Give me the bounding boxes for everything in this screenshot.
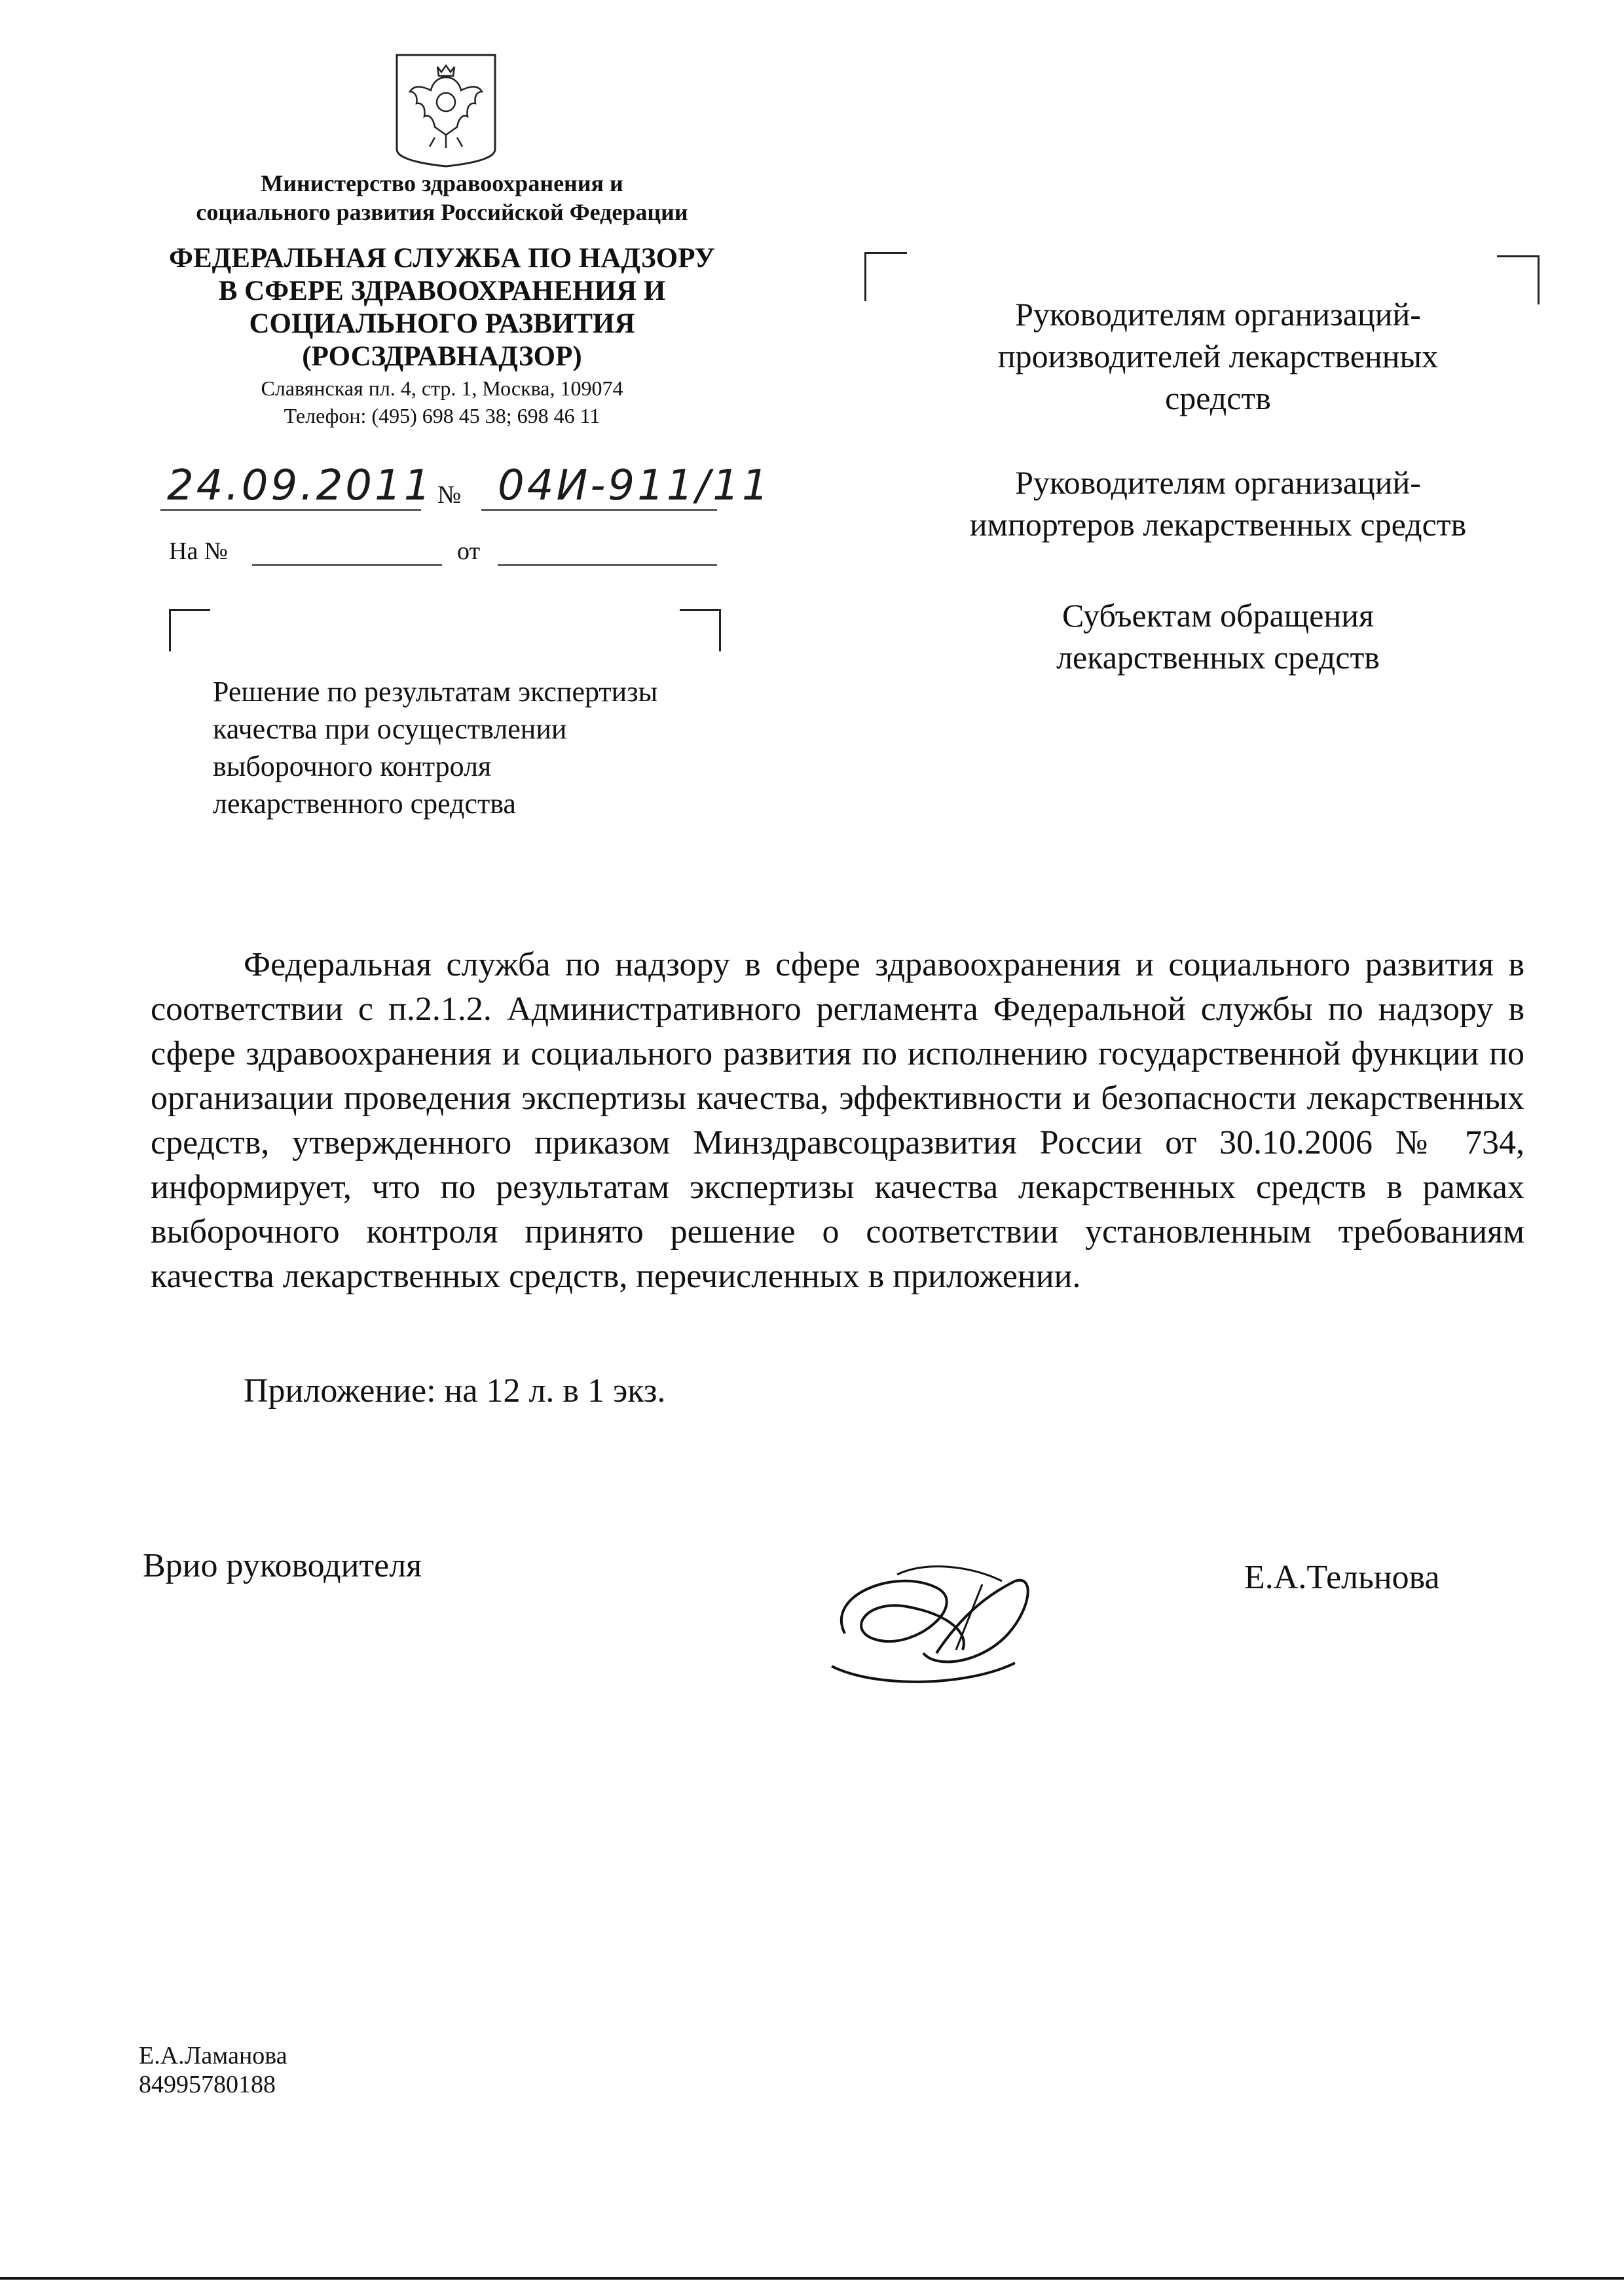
subject-bracket-right (680, 609, 721, 651)
recipient-line: производителей лекарственных (997, 338, 1439, 374)
recipient-group-manufacturers (904, 293, 1532, 419)
recipient-line: средств (1165, 380, 1271, 416)
service-line: В СФЕРЕ ЗДРАВООХРАНЕНИЯ И (218, 276, 666, 306)
subject-line: качества при осуществлении (213, 713, 567, 745)
ministry-line: Министерство здравоохранения и (261, 170, 623, 196)
recipient-group-importers (904, 462, 1532, 545)
letter-body (151, 943, 1524, 1299)
number-sign: № (437, 481, 462, 509)
letter-subject (213, 673, 750, 822)
phone: Телефон: (495) 698 45 38; 698 46 11 (284, 404, 600, 428)
attachment-note: Приложение: на 12 л. в 1 экз. (244, 1372, 666, 1410)
subject-bracket-left (169, 609, 210, 651)
service-line: (РОСЗДРАВНАДЗОР) (302, 341, 582, 372)
service-line: СОЦИАЛЬНОГО РАЗВИТИЯ (249, 308, 635, 339)
reference-label: На № (169, 538, 229, 565)
recipient-line: Руководителям организаций- (1015, 296, 1421, 333)
handwritten-signature (819, 1535, 1041, 1692)
date-underline (160, 509, 421, 511)
executor-name: Е.А.Ламанова (139, 2042, 287, 2069)
recipient-line: Субъектам обращения (1062, 597, 1374, 634)
executor-info (139, 2041, 287, 2099)
page-bottom-edge (0, 2277, 1624, 2280)
service-contacts (151, 374, 733, 429)
recipient-line: импортеров лекарственных средств (969, 506, 1467, 543)
subject-line: Решение по результатам экспертизы (213, 676, 658, 708)
number-underline (481, 509, 717, 511)
body-paragraph: Федеральная служба по надзору в сфере здравоохранения и социального развития в соответствии с п.2.1.2. Административного регламента Федеральной службы по надзору в сфере здравоохранения и социального развития по исполнению государственной функции по организации проведения экспертизы качества, эффективности и безопасности лекарственных средств, утвержденного приказом Минздравсоцразвития России от 30.10.2006 № 734, информирует, что по результатам экспертизы качества лекарственных средств в рамках выборочного контроля принято решение о соответствии установленным требованиям качества лекарственных средств, перечисленных в приложении. (151, 946, 1524, 1295)
recipient-line: Руководителям организаций- (1015, 464, 1421, 501)
registration-date: 24.09.2011 (167, 462, 434, 510)
coat-of-arms-icon (392, 51, 500, 169)
recipient-bracket-left (864, 252, 907, 301)
address: Славянская пл. 4, стр. 1, Москва, 109074 (261, 376, 623, 400)
recipient-group-subjects (904, 594, 1532, 678)
signatory-position: Врио руководителя (143, 1547, 422, 1584)
ministry-name (151, 169, 733, 227)
recipient-line: лекарственных средств (1056, 639, 1380, 676)
from-field (498, 564, 717, 566)
reference-field (252, 564, 442, 566)
signatory-name: Е.А.Тельнова (1244, 1559, 1440, 1596)
service-line: ФЕДЕРАЛЬНАЯ СЛУЖБА ПО НАДЗОРУ (169, 243, 715, 274)
ministry-line: социального развития Российской Федерации (196, 199, 688, 225)
subject-line: выборочного контроля (213, 750, 492, 782)
registration-number: 04И-911/11 (498, 462, 771, 510)
from-label: от (457, 538, 481, 565)
subject-line: лекарственного средства (213, 788, 516, 820)
executor-phone: 84995780188 (139, 2071, 276, 2098)
service-name (151, 242, 733, 373)
